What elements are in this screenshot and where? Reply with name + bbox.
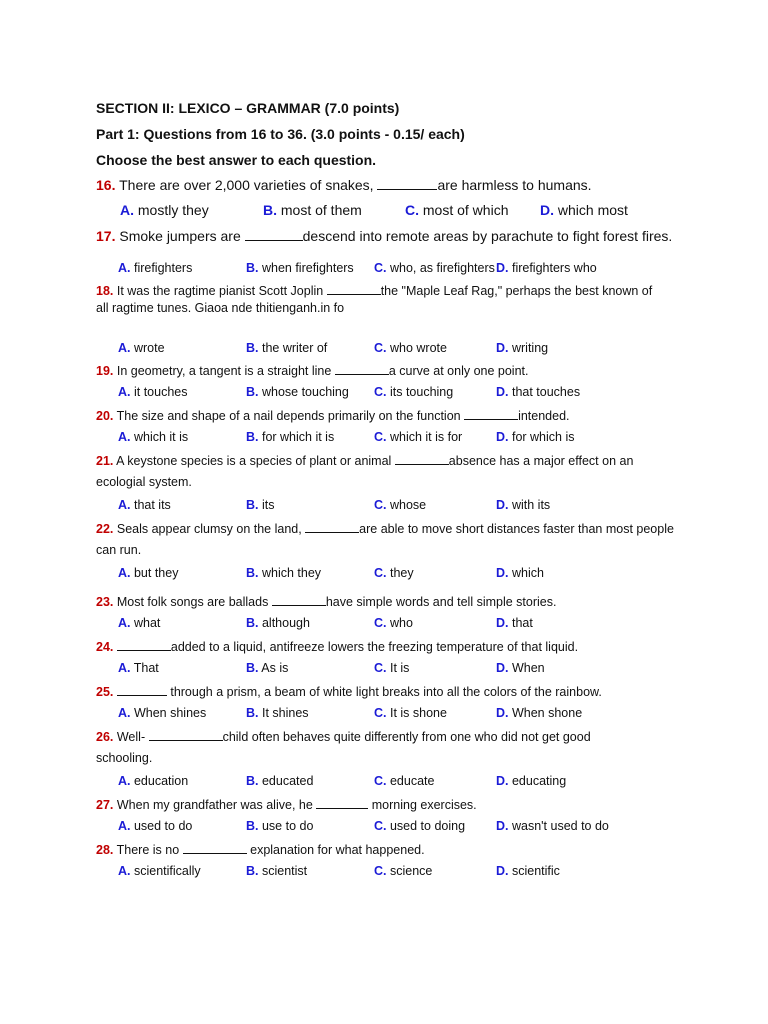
option-d: D. When shone [496,706,583,720]
option-d: D. that [496,616,533,630]
question-28: 28. There is no explanation for what happened. [96,843,425,857]
option-a: A. but they [118,566,179,580]
option-b: B. educated [246,774,314,788]
answer-blank [117,684,167,696]
option-c: C. whose [374,498,427,512]
question-number: 21. [96,454,114,468]
section-title: SECTION II: LEXICO – GRAMMAR (7.0 points) [96,100,400,116]
question-18-continuation: all ragtime tunes. Giaoa nde thitienganh.in fo [96,301,345,315]
option-a: A. education [118,774,189,788]
option-d: D. which [496,566,544,580]
answer-blank [377,178,437,190]
option-b: B. It shines [246,706,309,720]
instruction: Choose the best answer to each question. [96,152,377,168]
option-a: A. When shines [118,706,207,720]
option-b: B. whose touching [246,385,349,399]
question-number: 19. [96,364,114,378]
option-c: C. who wrote [374,341,447,355]
option-b: B. although [246,616,310,630]
option-c: C. used to doing [374,819,466,833]
option-a: A. that its [118,498,171,512]
option-b: B. scientist [246,864,308,878]
option-b: B. most of them [263,202,362,218]
answer-blank [327,283,381,295]
option-d: D. firefighters who [496,261,597,275]
answer-blank [183,842,247,854]
option-a: A. what [118,616,161,630]
option-d: D. that touches [496,385,581,399]
question-number: 27. [96,798,114,812]
question-18: 18. It was the ragtime pianist Scott Joplin the "Maple Leaf Rag," perhaps the best known of [96,284,653,298]
option-b: B. the writer of [246,341,328,355]
option-d: D. for which is [496,430,575,444]
option-c: C. which it is for [374,430,463,444]
question-number: 20. [96,409,114,423]
question-22-continuation: can run. [96,543,142,557]
question-17: 17. Smoke jumpers are descend into remote areas by parachute to fight forest fires. [96,228,673,244]
option-b: B. for which it is [246,430,335,444]
option-d: D. educating [496,774,567,788]
answer-blank [245,229,303,241]
option-a: A. scientifically [118,864,201,878]
option-d: D. which most [540,202,628,218]
option-a: A. mostly they [120,202,209,218]
option-a: A. used to do [118,819,193,833]
option-b: B. As is [246,661,289,675]
option-c: C. It is [374,661,410,675]
option-d: D. scientific [496,864,560,878]
option-a: A. firefighters [118,261,193,275]
option-b: B. when firefighters [246,261,354,275]
answer-blank [335,363,389,375]
option-c: C. who, as firefighters [374,261,495,275]
option-c: C. they [374,566,414,580]
question-26-continuation: schooling. [96,751,153,765]
option-d: D. wasn't used to do [496,819,609,833]
answer-blank [117,639,171,651]
question-number: 16. [96,177,116,193]
option-c: C. who [374,616,413,630]
option-d: D. writing [496,341,549,355]
option-d: D. with its [496,498,551,512]
option-a: A. That [118,661,159,675]
option-a: A. wrote [118,341,165,355]
option-d: D. When [496,661,545,675]
answer-blank [316,797,368,809]
question-27: 27. When my grandfather was alive, he morning exercises. [96,798,477,812]
option-b: B. use to do [246,819,314,833]
answer-blank [395,453,449,465]
question-number: 28. [96,843,114,857]
option-b: B. which they [246,566,322,580]
question-26: 26. Well- child often behaves quite differently from one who did not get good [96,730,591,744]
answer-blank [149,729,223,741]
question-number: 17. [96,228,116,244]
question-25: 25. through a prism, a beam of white light breaks into all the colors of the rainbow. [96,685,602,699]
question-24: 24. added to a liquid, antifreeze lowers the freezing temperature of that liquid. [96,640,579,654]
question-21-continuation: ecologial system. [96,475,192,489]
question-number: 18. [96,284,114,298]
option-c: C. It is shone [374,706,447,720]
question-number: 22. [96,522,114,536]
question-21: 21. A keystone species is a species of plant or animal absence has a major effect on an [96,454,634,468]
question-23: 23. Most folk songs are ballads have simple words and tell simple stories. [96,595,557,609]
answer-blank [305,521,359,533]
question-number: 24. [96,640,114,654]
part-title: Part 1: Questions from 16 to 36. (3.0 points - 0.15/ each) [96,126,465,142]
question-19: 19. In geometry, a tangent is a straight line a curve at only one point. [96,364,529,378]
question-16: 16. There are over 2,000 varieties of snakes, are harmless to humans. [96,177,592,193]
option-b: B. its [246,498,275,512]
option-c: C. most of which [405,202,509,218]
question-number: 23. [96,595,114,609]
option-a: A. it touches [118,385,188,399]
option-a: A. which it is [118,430,189,444]
question-22: 22. Seals appear clumsy on the land, are able to move short distances faster than most people [96,522,674,536]
option-c: C. its touching [374,385,454,399]
option-c: C. science [374,864,433,878]
answer-blank [272,594,326,606]
question-number: 26. [96,730,114,744]
answer-blank [464,408,518,420]
question-number: 25. [96,685,114,699]
question-20: 20. The size and shape of a nail depends primarily on the function intended. [96,409,570,423]
option-c: C. educate [374,774,435,788]
